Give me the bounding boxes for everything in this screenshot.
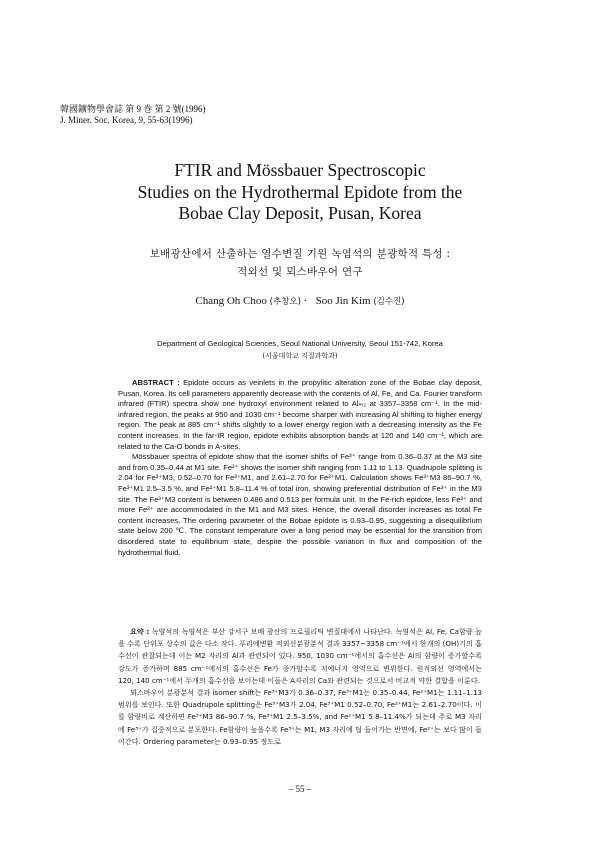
author-list: [60, 295, 540, 307]
korean-abstract: [118, 626, 482, 748]
author-2-korean: (김수진): [373, 297, 405, 307]
korean-title-line-1: 보배광산에서 산출하는 열수변질 기원 녹염석의 분광학적 특성 :: [149, 248, 451, 260]
abstract-paragraph-2: Mössbauer spectra of epidote show that the isomer shifts of Fe³⁺ range from 0.36–0.37 at the M3 site and from 0.35–0.44 at M1 site. Fe²⁺ shows the isomer shift ranging from 1.11 to 1.13. Quadrupole splitting is 2.04 for Fe³⁺M3, 0.52–0.70 for Fe³⁺M1, and 2.61–2.70 for Fe²⁺M1. Calculation shows Fe³⁺M3 86–90.7 %, Fe³⁺M1 2.5–3.5 %, and Fe²⁺M1 5.8–11.4 % of total iron, showing preferential distribution of Fe³⁺ in the M3 site. The Fe³⁺M3 content is between 0.486 and 0.513 per formula unit. In the Fe-rich epidote, less Fe³⁺ and more Fe²⁺ are accommodated in the M1 and M3 sites. Hence, the overall disorder increases as total Fe content increases. The ordering parameter of the Bobae epidote is 0.93–0.95, suggesting a disequilibrium state below 200 ℃. The constant temperature over a long period may be essential for the transition from disordered state to equilibrium state, despite the possible variation in flux and composition of the hydrothermal fluid.: [118, 452, 482, 557]
affiliation-korean: (서울대학교 지질과학과): [262, 352, 338, 360]
affiliation-english: Department of Geological Sciences, Seoul National University, Seoul 151-742, Korea: [157, 339, 443, 348]
page-number: – 55 –: [288, 784, 312, 794]
korean-title: [60, 245, 540, 281]
korean-abstract-paragraph-2: 뫼스바우어 분광분석 결과 isomer shift는 Fe³⁺M3가 0.36–0.37, Fe³⁺M1는 0.35–0.44, Fe²⁺M1는 1.11–1.13 범위를 보인다. 또한 Quadrupole splitting은 Fe³⁺M3가 2.04, Fe³⁺M1 0.52–0.70, Fe²⁺M1는 2.61–2.70이다. 이를 함량비로 계산하면 Fe³⁺M3 86–90.7 %, Fe³⁺M1 2.5–3.5%, and Fe²⁺M1 5.8–11.4%가 되는데 주로 M3 자리에 Fe³⁺가 집중적으로 분포한다. Fe함량이 높을수록 Fe³⁺는 M1, M3 자리에 덜 들어가는 반면에, Fe²⁺는 보다 많이 들어간다. Ordering parameter는 0.93–0.95 정도로: [118, 688, 482, 746]
author-2: Soo Jin Kim: [315, 295, 371, 307]
affiliation: [60, 338, 540, 362]
journal-citation-english: J. Miner. Soc. Korea, 9, 55-63(1996): [60, 115, 193, 125]
journal-citation-korean: 韓國鑛物學會誌 第 9 巻 第 2 號(1996): [60, 104, 206, 114]
abstract: [118, 378, 482, 558]
title-line-2: Studies on the Hydrothermal Epidote from the: [137, 181, 463, 202]
author-1: Chang Oh Choo: [195, 295, 267, 307]
paper-title: [60, 160, 540, 225]
abstract-label: ABSTRACT :: [132, 378, 180, 387]
author-separator: ·: [303, 295, 308, 307]
korean-abstract-paragraph-1: [118, 626, 482, 687]
abstract-paragraph-1: [118, 378, 482, 452]
korean-abstract-label: 요약 :: [130, 627, 150, 636]
title-line-1: FTIR and Mössbauer Spectroscopic: [174, 160, 426, 180]
author-1-korean: (추창오): [269, 297, 301, 307]
abstract-text-1: Epidote occurs as veinlets in the propylitic alteration zone of the Bobae clay deposit, Pusan, Korea. Its cell parameters apparently decrease with the contents of Al, Fe, and Ca. Fourier transform infrared (FTIR) spectra show one hydroxyl environment related to Alₘ₂ at 3357–3358 cm⁻¹. In the mid-infrared region, the peaks at 950 and 1030 cm⁻¹ become sharper with increasing Al shifting to higher energy region. The peak at 885 cm⁻¹ shifts slightly to a lower energy region with a decreasing intensity as the Fe content increases. In the far-IR region, epidote exhibits absorption bands at 120 and 140 cm⁻¹, which are related to the Ca-O bonds in A-sites.: [118, 378, 482, 451]
korean-abstract-text-1: 녹염석의 녹염석은 부산 강서구 보배 광산의 프로필리틱 변질대에서 나타난다. 녹염석은 Al, Fe, Ca함량 높을 수록 단위포 상수의 값은 다소 작다. 푸리에변환 적외선분광분석 결과 3357~3358 cm⁻¹에서 한개의 (OH)기의 흡수선이 관찰되는데 이는 M2 자리의 Al과 관련되어 있다. 950, 1030 cm⁻¹에서의 흡수선은 Al의 함량이 증가할수록 강도가 증가하며 885 cm⁻¹에서의 흡수선은 Fe가 증가할수록 저에너지 영역으로 변위한다. 원적외선 영역에서는 120, 140 cm⁻¹에서 두개의 흡수선을 보이는데 이들은 A자리의 Ca와 관련되는 것으로서 비교적 약한 결합을 이룬다.: [118, 627, 482, 685]
journal-citation: [60, 104, 206, 126]
korean-title-line-2: 적외선 및 뫼스바우어 연구: [237, 266, 363, 278]
title-line-3: Bobae Clay Deposit, Pusan, Korea: [178, 203, 422, 223]
